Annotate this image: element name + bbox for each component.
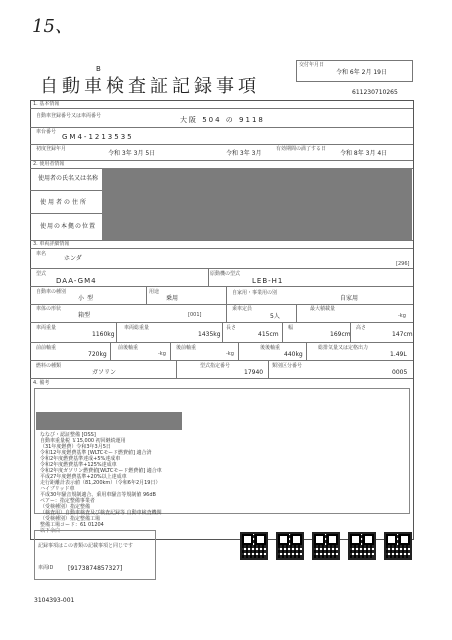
qr-code-1	[240, 532, 268, 560]
note-line: 令和2年度ガソリン燃費値[WLTCモード燃費値] 適合車	[40, 468, 162, 474]
type-number: 17940	[244, 369, 264, 376]
front-rear-axle-label: 前後軸重	[118, 345, 139, 351]
note-line: ななび・認証整備 [OSS]	[40, 432, 96, 438]
engine-model: LEB-H1	[252, 277, 284, 285]
note-line: 以下余白	[40, 528, 61, 534]
vehicle-use: 乗用	[166, 295, 179, 302]
car-name-label: 車名	[36, 251, 47, 257]
rear-rear-axle: 440kg	[284, 351, 303, 358]
note-line: 平成30年騒音規制適合、乗用車騒音等規制値 96dB	[40, 492, 156, 498]
valid-until-value: 令和 8年 3月 4日	[340, 150, 388, 157]
rear-front-axle: -kg	[226, 351, 234, 357]
chassis-label: 車台番号	[36, 129, 57, 135]
engine-label: 原動機の型式	[210, 271, 241, 277]
use-label: 用途	[149, 289, 160, 295]
gross-weight-label: 車両総重量	[124, 325, 150, 331]
section-3-label: 3. 車両詳細情報	[33, 241, 70, 247]
width: 169cm	[330, 331, 351, 338]
section-2-label: 2. 使用者情報	[33, 161, 65, 167]
weight-label: 車両重量	[36, 325, 57, 331]
note-line: （検査用）自動車検査及び検査記録等 自動車検査機関	[40, 510, 162, 516]
length: 415cm	[258, 331, 279, 338]
max-load-label: 最大積載量	[310, 306, 336, 312]
car-name: ホンダ	[64, 255, 82, 262]
fuel-label: 燃料の種類	[36, 363, 62, 369]
note-line: 走行距離計表示値（81,200km）（令和6年2月19日）	[40, 480, 161, 486]
chassis-number: GM4-1213535	[62, 133, 134, 141]
note-line: （受検種別）指定整備工場	[40, 516, 101, 522]
category-number: 0005	[392, 369, 408, 376]
rear-rear-axle-label: 後後軸重	[260, 345, 281, 351]
model-label: 型式	[36, 271, 47, 277]
note-line: 自動車重量税 ￥15,000 初回継続運用	[40, 438, 126, 444]
height-label: 高さ	[356, 325, 367, 331]
note-line: 令和2年度燃費基準達成+5%達成車	[40, 456, 121, 462]
note-line: 令和12年度燃費基準 [WLTCモード燃費値] 適合済	[40, 450, 152, 456]
fuel-type: ガソリン	[92, 369, 117, 376]
footer-box	[34, 530, 156, 580]
private-business-label: 自家用・事業用の別	[232, 290, 278, 296]
private-business: 自家用	[340, 295, 359, 302]
displacement-label: 総排気量又は定格出力	[318, 345, 369, 351]
user-base-label: 使用の本拠の位置	[40, 223, 97, 230]
qr-code-5	[384, 532, 412, 560]
bottom-code: 3104393-001	[34, 597, 75, 604]
section-1-label: 1. 基本情報	[33, 101, 60, 107]
registration-number: 大阪 504 の 9118	[180, 116, 265, 124]
category-number-label: 類別区分番号	[272, 363, 303, 369]
user-name-label: 使用者の氏名又は名称	[38, 175, 99, 182]
front-front-axle-label: 前前軸重	[36, 345, 57, 351]
valid-until-label: 有効期間の満了する日	[276, 146, 327, 152]
notes-list	[40, 432, 300, 534]
vehicle-weight: 1160kg	[92, 331, 115, 338]
note-line: 整備工場コード：61 01204	[40, 522, 104, 528]
footer-note: 記録事項はこの書類の記載事項と同じです	[38, 543, 134, 549]
width-label: 幅	[288, 325, 294, 331]
gross-weight: 1435kg	[198, 331, 221, 338]
vehicle-id-label: 車両ID	[38, 565, 54, 571]
length-label: 長さ	[226, 325, 237, 331]
page-title: 自動車検査証記録事項	[40, 76, 260, 97]
note-line: 平成27年度燃費基準+20%以上達成車	[40, 474, 127, 480]
qr-code-2	[276, 532, 304, 560]
note-line: （31年度燃費）令和3年3月5日	[40, 444, 111, 450]
issue-date-value: 令和 6年 2月 19日	[336, 69, 387, 76]
note-line: ペアー：指定整備事業者	[40, 498, 95, 504]
model: DAA-GM4	[56, 277, 97, 285]
displacement: 1.49L	[390, 351, 407, 358]
height: 147cm	[392, 331, 413, 338]
body-label: 車体の形状	[36, 306, 62, 312]
handwritten-number: 15、	[32, 16, 73, 37]
registration-label: 自動車登録番号又は車両番号	[36, 113, 102, 119]
user-address-label: 使用者の住所	[40, 199, 89, 206]
first-registration-label: 初度登録年月	[36, 146, 67, 152]
vehicle-class: 小型	[78, 295, 97, 302]
expiry-date-value: 令和 3年 3月 5日	[108, 150, 156, 157]
body-shape: 箱型	[78, 312, 91, 319]
qr-code-3	[312, 532, 340, 560]
front-front-axle: 720kg	[88, 351, 107, 358]
class-label: 自動車の種別	[36, 289, 67, 295]
front-rear-axle: -kg	[158, 351, 166, 357]
qr-code-4	[348, 532, 376, 560]
rear-front-axle-label: 後前軸重	[176, 345, 197, 351]
type-number-label: 型式指定番号	[200, 363, 231, 369]
note-line: （受検種別）指定整備	[40, 504, 91, 510]
user-info-redaction	[102, 168, 412, 240]
section-4-label: 4. 備考	[33, 380, 50, 386]
capacity-label: 乗車定員	[232, 306, 253, 312]
vehicle-id: [9173874857327]	[68, 565, 123, 572]
first-registration-value: 令和 3年 3月	[226, 150, 262, 157]
category-letter: B	[96, 65, 101, 73]
body-code: [001]	[188, 312, 202, 318]
note-line: 令和2年度燃費基準+125%達成車	[40, 462, 117, 468]
issue-date-label: 交付年月日	[299, 62, 325, 68]
document-number: 611230710265	[352, 89, 398, 96]
car-name-code: [296]	[396, 261, 410, 267]
capacity: 5人	[270, 313, 280, 320]
note-line: ハイブリッド車	[40, 486, 75, 492]
notes-redaction	[36, 412, 182, 430]
max-load: -kg	[398, 313, 406, 319]
